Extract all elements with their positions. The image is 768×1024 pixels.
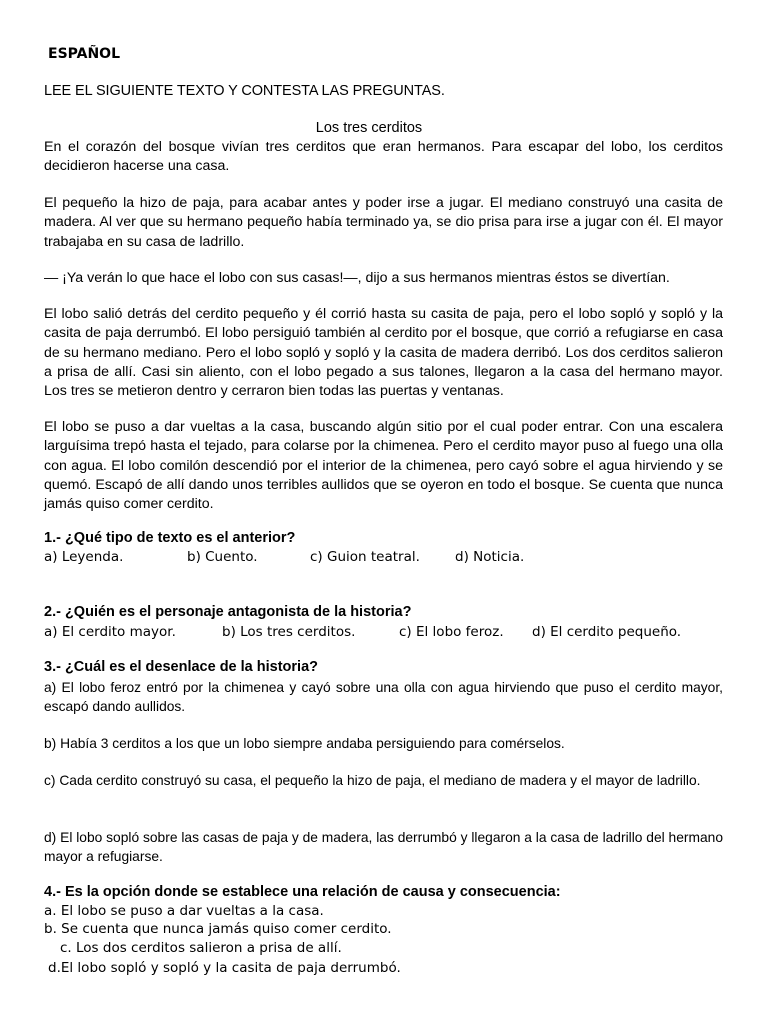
- q1-option-c: c) Guion teatral.: [310, 549, 420, 565]
- q3-option-d: d) El lobo sopló sobre las casas de paja y de madera, las derrumbó y llegaron a la casa de ladrillo del hermano mayor a refugiarse.: [44, 830, 723, 865]
- q4-option-b: b. Se cuenta que nunca jamás quiso comer cerdito.: [44, 921, 392, 937]
- q2-option-b: b) Los tres cerditos.: [222, 624, 356, 640]
- question-2: 2.- ¿Quién es el personaje antagonista de la historia?: [44, 604, 412, 620]
- q1-option-d: d) Noticia.: [455, 549, 525, 565]
- q1-option-a: a) Leyenda.: [44, 549, 124, 565]
- q1-option-b: b) Cuento.: [187, 549, 258, 565]
- story-title: Los tres cerditos: [315, 120, 423, 136]
- q2-option-d: d) El cerdito pequeño.: [532, 624, 682, 640]
- story-paragraph-3: — ¡Ya verán lo que hace el lobo con sus casas!—, dijo a sus hermanos mientras éstos se divertían.: [44, 270, 670, 286]
- q4-option-c: c. Los dos cerditos salieron a prisa de allí.: [60, 940, 342, 956]
- story-paragraph-4: El lobo salió detrás del cerdito pequeño y él corrió hasta su casita de paja, pero el lobo sopló y sopló y la casita de paja derrumbó. El lobo persiguió también al cerdito por el bosque, que corrió a refugiarse en casa de su hermano mediano. Pero el lobo sopló y sopló y la casita de madera derribó. Los dos cerditos salieron a prisa de allí. Casi sin aliento, con el lobo pegado a sus talones, llegaron a la casa del hermano mayor. Los tres se metieron dentro y cerraron bien todas las puertas y ventanas.: [44, 306, 723, 400]
- q3-option-a: a) El lobo feroz entró por la chimenea y cayó sobre una olla con agua hirviendo que puso el cerdito mayor, escapó dando aullidos.: [44, 680, 723, 715]
- q3-option-c: c) Cada cerdito construyó su casa, el pequeño la hizo de paja, el mediano de madera y el mayor de ladrillo.: [44, 773, 701, 788]
- q4-option-d: d.El lobo sopló y sopló y la casita de paja derrumbó.: [48, 960, 401, 976]
- story-paragraph-1: En el corazón del bosque vivían tres cerditos que eran hermanos. Para escapar del lobo, los cerditos decidieron hacerse una casa.: [44, 139, 723, 175]
- q3-option-b: b) Había 3 cerditos a los que un lobo siempre andaba persiguiendo para comérselos.: [44, 736, 565, 751]
- question-4: 4.- Es la opción donde se establece una relación de causa y consecuencia:: [44, 884, 561, 900]
- question-3: 3.- ¿Cuál es el desenlace de la historia?: [44, 659, 318, 675]
- question-1: 1.- ¿Qué tipo de texto es el anterior?: [44, 530, 296, 546]
- subject-heading: ESPAÑOL: [48, 46, 120, 62]
- q2-option-a: a) El cerdito mayor.: [44, 624, 176, 640]
- story-paragraph-5: El lobo se puso a dar vueltas a la casa, buscando algún sitio por el cual poder entrar. Con una escalera larguísima trepó hasta el tejado, para colarse por la chimenea. Pero el cerdito mayor puso al fuego una olla con agua. El lobo comilón descendió por el interior de la chimenea, pero cayó sobre el agua hirviendo y se quemó. Escapó de allí dando unos terribles aullidos que se oyeron en todo el bosque. Se cuenta que nunca jamás quiso comer cerdito.: [44, 419, 723, 513]
- story-paragraph-2: El pequeño la hizo de paja, para acabar antes y poder irse a jugar. El mediano construyó una casita de madera. Al ver que su hermano pequeño había terminado ya, se dio prisa para irse a jugar con él. El mayor trabajaba en su casa de ladrillo.: [44, 195, 723, 250]
- q4-option-a: a. El lobo se puso a dar vueltas a la casa.: [44, 903, 324, 919]
- q2-option-c: c) El lobo feroz.: [399, 624, 504, 640]
- instruction-heading: LEE EL SIGUIENTE TEXTO Y CONTESTA LAS PREGUNTAS.: [44, 83, 445, 99]
